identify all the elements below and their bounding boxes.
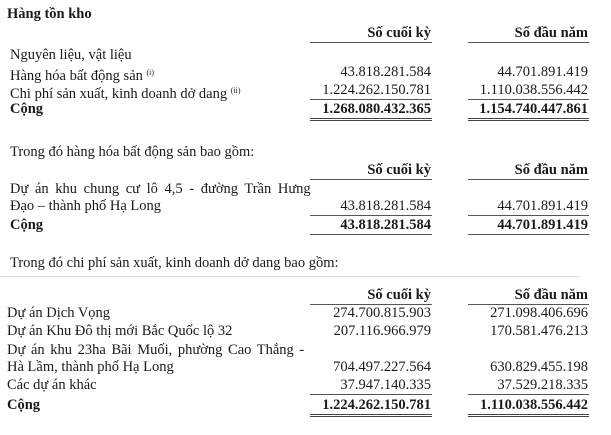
row-label-bai-muoi-line1: Dự án khu 23ha Bãi Muối, phường Cao Thắng -	[7, 342, 305, 358]
total-double-rule	[310, 414, 432, 417]
value-period-end: 207.116.966.979	[333, 323, 431, 339]
row-label-other-projects: Các dự án khác	[7, 377, 97, 393]
footnote-marker: (ii)	[230, 86, 241, 95]
row-label-ha-long-apartment-line2: Đạo – thành phố Hạ Long	[10, 198, 162, 214]
row-label-dich-vong: Dự án Dịch Vọng	[7, 305, 111, 321]
row-label-bai-muoi-line2: Hà Lầm, thành phố Hạ Long	[7, 359, 174, 375]
footnote-marker: (i)	[146, 68, 155, 77]
value-period-end: 704.497.227.564	[333, 359, 431, 375]
total-year-start: 1.110.038.556.442	[480, 397, 588, 413]
faint-divider	[0, 276, 580, 277]
total-double-rule	[468, 414, 589, 417]
value-year-start: 630.829.455.198	[490, 359, 588, 375]
value-period-end: 43.818.281.584	[340, 198, 431, 214]
column-header-period-end: Số cuối kỳ	[367, 162, 431, 178]
column-header-period-end: Số cuối kỳ	[367, 25, 431, 41]
value-period-end: 1.224.262.150.781	[322, 82, 431, 98]
column-header-year-start: Số đầu năm	[514, 162, 588, 178]
label-text: Hàng hóa bất động sản	[10, 68, 143, 84]
value-year-start: 44.701.891.419	[497, 198, 588, 214]
value-year-start: 1.110.038.556.442	[479, 82, 588, 98]
value-period-end: 274.700.815.903	[333, 305, 431, 321]
row-label-bac-quoc-lo-32: Dự án Khu Đô thị mới Bắc Quốc lộ 32	[7, 323, 233, 339]
total-year-start: 1.154.740.447.861	[479, 101, 588, 117]
total-double-rule	[310, 118, 432, 121]
total-period-end: 1.268.080.432.365	[322, 101, 431, 117]
label-text: Chi phí sản xuất, kinh doanh dở dang	[10, 86, 228, 102]
value-year-start: 170.581.476.213	[490, 323, 588, 339]
row-label-wip-costs	[10, 82, 241, 103]
total-period-end: 1.224.262.150.781	[322, 397, 431, 413]
total-year-start: 44.701.891.419	[497, 217, 588, 233]
total-double-rule	[468, 118, 589, 121]
value-year-start: 271.098.406.696	[490, 305, 588, 321]
subtotal-rule	[310, 215, 432, 216]
subtotal-rule	[468, 394, 589, 395]
column-header-period-end: Số cuối kỳ	[367, 287, 431, 303]
total-label: Cộng	[10, 101, 44, 117]
header-underline	[468, 42, 589, 43]
value-year-start: 37.529.218.335	[497, 377, 588, 393]
subtotal-rule	[468, 99, 589, 100]
column-header-year-start: Số đầu năm	[514, 25, 588, 41]
section-title-inventory: Hàng tồn kho	[7, 6, 92, 22]
subtotal-rule	[468, 215, 589, 216]
header-underline	[468, 179, 589, 180]
total-label: Cộng	[7, 397, 41, 413]
total-rule	[310, 234, 432, 235]
value-year-start: 44.701.891.419	[497, 64, 588, 80]
total-label: Cộng	[10, 217, 44, 233]
subtotal-rule	[310, 99, 432, 100]
header-underline	[310, 179, 432, 180]
section-heading-real-estate: Trong đó hàng hóa bất động sản bao gồm:	[10, 144, 255, 160]
total-rule	[468, 234, 589, 235]
total-period-end: 43.818.281.584	[340, 217, 431, 233]
header-underline	[310, 42, 432, 43]
row-label-ha-long-apartment-line1: Dự án khu chung cư lô 4,5 - đường Trần Hưng	[10, 181, 311, 197]
column-header-year-start: Số đầu năm	[514, 287, 588, 303]
row-label-raw-materials: Nguyên liệu, vật liệu	[10, 47, 132, 63]
value-period-end: 43.818.281.584	[340, 64, 431, 80]
section-heading-wip: Trong đó chi phí sản xuất, kinh doanh dở dang bao gồm:	[10, 255, 339, 271]
value-period-end: 37.947.140.335	[340, 377, 431, 393]
subtotal-rule	[310, 394, 432, 395]
